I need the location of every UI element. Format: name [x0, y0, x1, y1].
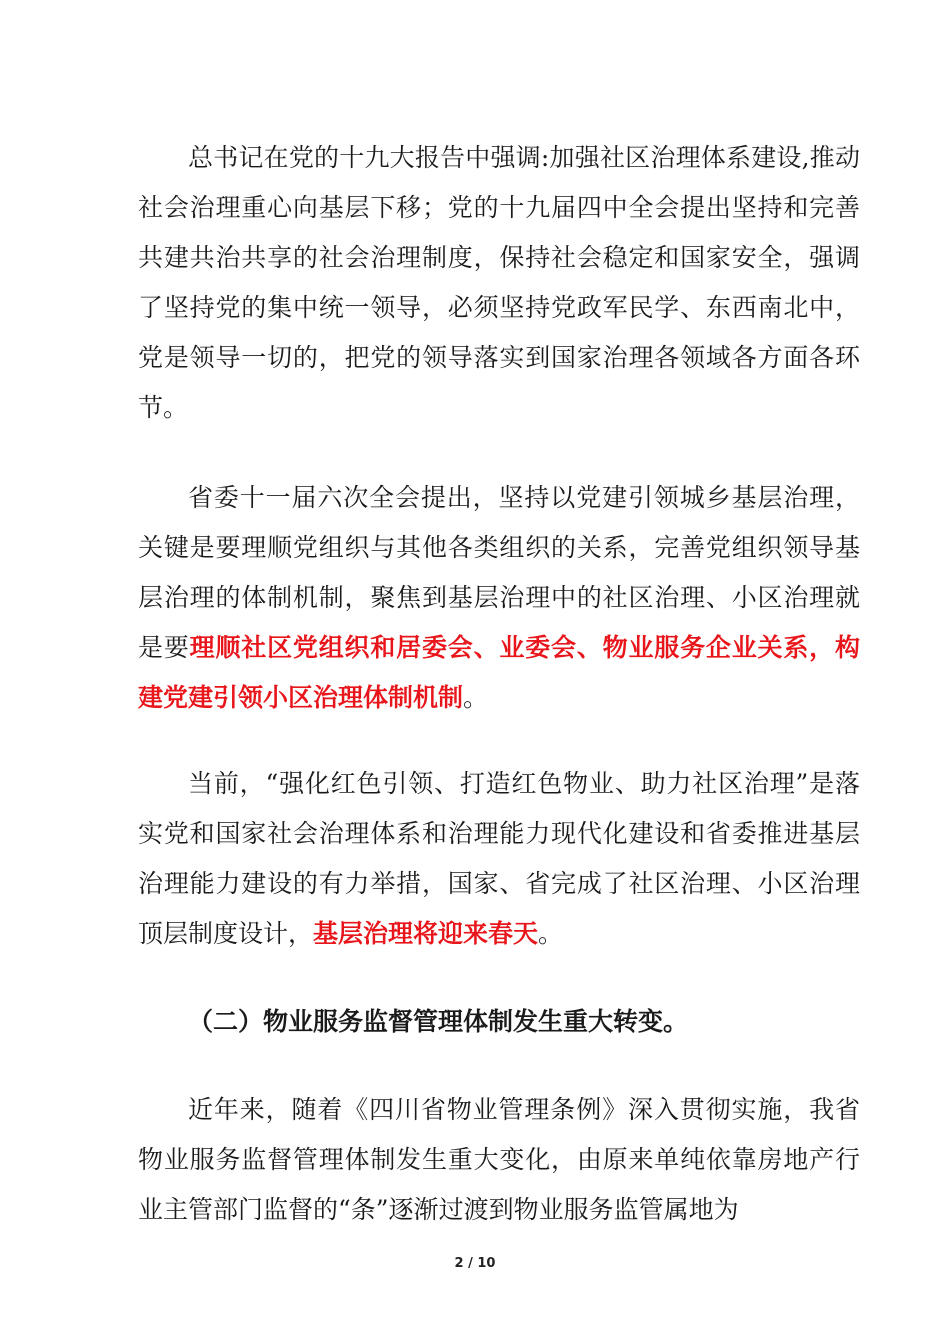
paragraph-4 [138, 1085, 860, 1235]
paragraph-2 [138, 473, 860, 723]
paragraph-3-highlight: 基层治理将迎来春天 [313, 919, 539, 948]
paragraph-1 [138, 133, 860, 433]
section-heading: （二）物业服务监督管理体制发生重大转变。 [188, 1007, 689, 1036]
page-number: 2 / 10 [454, 1256, 496, 1271]
paragraph-3-end: 。 [538, 919, 564, 948]
paragraph-4-text: 近年来，随着《四川省物业管理条例》深入贯彻实施，我省物业服务监督管理体制发生重大变化，由原来单纯依靠房地产行业主管部门监督的“条”逐渐过渡到物业服务监管属地为 [138, 1095, 860, 1224]
paragraph-2-text: 省委十一届六次全会提出，坚持以党建引领城乡基层治理，关键是要理顺党组织与其他各类组织的关系，完善党组织领导基层治理的体制机制，聚焦到基层治理中的社区治理、小区治理就是要 [138, 483, 860, 662]
paragraph-3 [138, 759, 860, 959]
paragraph-3-text: 当前，“强化红色引领、打造红色物业、助力社区治理”是落实党和国家社会治理体系和治理能力现代化建设和省委推进基层治理能力建设的有力举措，国家、省完成了社区治理、小区治理顶层制度设计， [138, 769, 860, 948]
paragraph-2-highlight: 理顺社区党组织和居委会、业委会、物业服务企业关系，构建党建引领小区治理体制机制 [138, 633, 860, 712]
paragraph-1-text: 总书记在党的十九大报告中强调:加强社区治理体系建设,推动社会治理重心向基层下移；党的十九届四中全会提出坚持和完善共建共治共享的社会治理制度，保持社会稳定和国家安全，强调了坚持党的集中统一领导，必须坚持党政军民学、东西南北中，党是领导一切的，把党的领导落实到国家治理各领域各方面各环节。 [138, 143, 860, 422]
paragraph-2-end: 。 [463, 683, 489, 712]
